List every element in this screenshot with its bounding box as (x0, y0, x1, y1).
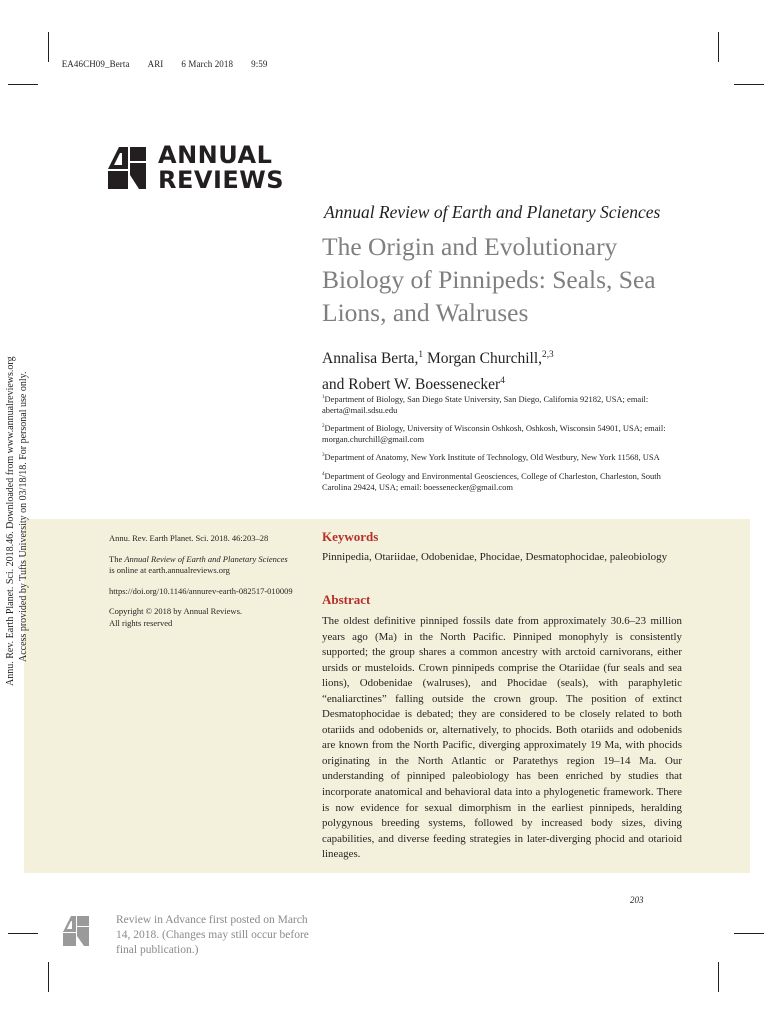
crop-mark-bottom-left-vertical (48, 962, 49, 992)
doi-link[interactable]: https://doi.org/10.1146/annurev-earth-082517-010009 (109, 585, 293, 596)
affiliation-3 (322, 450, 687, 463)
affiliation-3-number: 3 (322, 452, 325, 459)
abstract-heading: Abstract (322, 592, 371, 607)
running-head (57, 49, 286, 69)
affiliation-2 (322, 421, 687, 445)
review-in-advance-note: Review in Advance first posted on March 14, 2018. (Changes may still occur before final publication.) (116, 914, 309, 956)
rights-line: All rights reserved (109, 617, 173, 628)
author-2-affiliation: 2,3 (542, 350, 554, 360)
logo-line-1: ANNUAL (158, 141, 273, 169)
logo-line-2: REVIEWS (158, 166, 285, 194)
crop-mark-top-left-vertical (48, 32, 49, 62)
file-id: EA46CH09_Berta (61, 59, 130, 69)
affiliation-1-number: 1 (322, 394, 325, 400)
affiliation-1-text: Department of Biology, San Diego State University, San Diego, California 92182, USA; email: aberta@mail.sdsu.edu (322, 393, 649, 416)
access-notice: Access provided by Tufts University on 03/18/18. For personal use only. (18, 371, 29, 662)
affiliation-2-number: 2 (322, 423, 325, 430)
citation-online-journal: Annual Review of Earth and Planetary Sciences (124, 553, 288, 564)
keywords-text: Pinnipedia, Otariidae, Odobenidae, Phocidae, Desmatophocidae, paleobiology (322, 551, 668, 563)
citation-reference: Annu. Rev. Earth Planet. Sci. 2018. 46:203–28 (109, 533, 269, 543)
crop-mark-top-left-horizontal (8, 84, 38, 85)
copyright-line: Copyright © 2018 by Annual Reviews. (109, 606, 243, 616)
citation-online (109, 554, 294, 577)
affiliation-2-text: Department of Biology, University of Wisconsin Oshkosh, Oshkosh, Wisconsin 54901, USA; email: morgan.churchill@gmail.com (322, 423, 666, 445)
crop-mark-bottom-right-horizontal (734, 933, 764, 934)
affiliation-4-text: Department of Geology and Environmental Geosciences, College of Charleston, Charleston, South Carolina 29424, USA; email: boessenecker@gmail.com (322, 470, 661, 492)
annual-reviews-small-icon (62, 915, 90, 947)
crop-mark-top-right-vertical (718, 32, 719, 62)
journal-title: Annual Review of Earth and Planetary Sciences (324, 202, 661, 222)
abstract-text: The oldest definitive pinniped fossils date from approximately 30.6–23 million years ago (Ma) in the North Pacific. Pinniped monophyly is consistently supported; the group shares a common ancestry with arctoid carnivorans, either ursids or musteloids. Crown pinnipeds comprise the Otariidae (fur seals and sea lions), Odobenidae (walruses), and Phocidae (seals), with paraphyletic “enaliarctines” falling outside the crown group. The position of extinct Desmatophocidae is debated; they are considered to be closely related to both otariids and odobenids or, alternatively, to phocids. Both otariids and odobenids are known from the North Pacific, diverging approximately 19 Ma, with phocids originating in the North Atlantic or Paratethys region 19–14 Ma. Our understanding of pinniped paleobiology has been enriched by studies that incorporate anatomical and behavioral data into a phylogenetic framework. There is now evidence for sexual dimorphism in the earliest pinnipeds, heralding polygynous breeding systems, followed by increased body sizes, diving capabilities, and diverse feeding strategies in later-diverging phocid and otarioid lineages. (322, 615, 682, 861)
keywords-heading: Keywords (322, 529, 379, 544)
affiliation-3-text: Department of Anatomy, New York Institute of Technology, Old Westbury, New York 11568, USA (324, 452, 660, 463)
running-head-date: 6 March 2018 (181, 59, 234, 69)
running-head-time: 9:59 (251, 59, 268, 69)
author-1-affiliation: 1 (418, 350, 424, 360)
annual-reviews-logo-icon (106, 145, 148, 191)
download-notice: Annu. Rev. Earth Planet. Sci. 2018.46. Downloaded from www.annualreviews.org (5, 356, 16, 686)
author-1: Annalisa Berta, (322, 350, 419, 368)
citation-online-prefix: The (109, 553, 125, 564)
citation-block (109, 533, 294, 638)
author-2: Morgan Churchill, (423, 350, 543, 368)
page-number: 203 (630, 895, 644, 905)
affiliation-4-number: 4 (322, 470, 325, 477)
crop-mark-bottom-right-vertical (718, 962, 719, 992)
affiliation-4 (322, 469, 687, 493)
crop-mark-bottom-left-horizontal (8, 933, 38, 934)
affiliations (322, 392, 687, 498)
crop-mark-top-right-horizontal (734, 84, 764, 85)
author-3: and Robert W. Boessenecker (322, 376, 501, 394)
copyright (109, 606, 294, 629)
citation-online-suffix: is online at earth.annualreviews.org (109, 565, 230, 575)
article-title: The Origin and Evolutionary Biology of Pinnipeds: Seals, Sea Lions, and Walruses (322, 232, 656, 327)
affiliation-1 (322, 392, 687, 416)
author-list (322, 344, 682, 396)
author-3-affiliation: 4 (500, 376, 505, 387)
running-head-label: ARI (147, 59, 164, 69)
